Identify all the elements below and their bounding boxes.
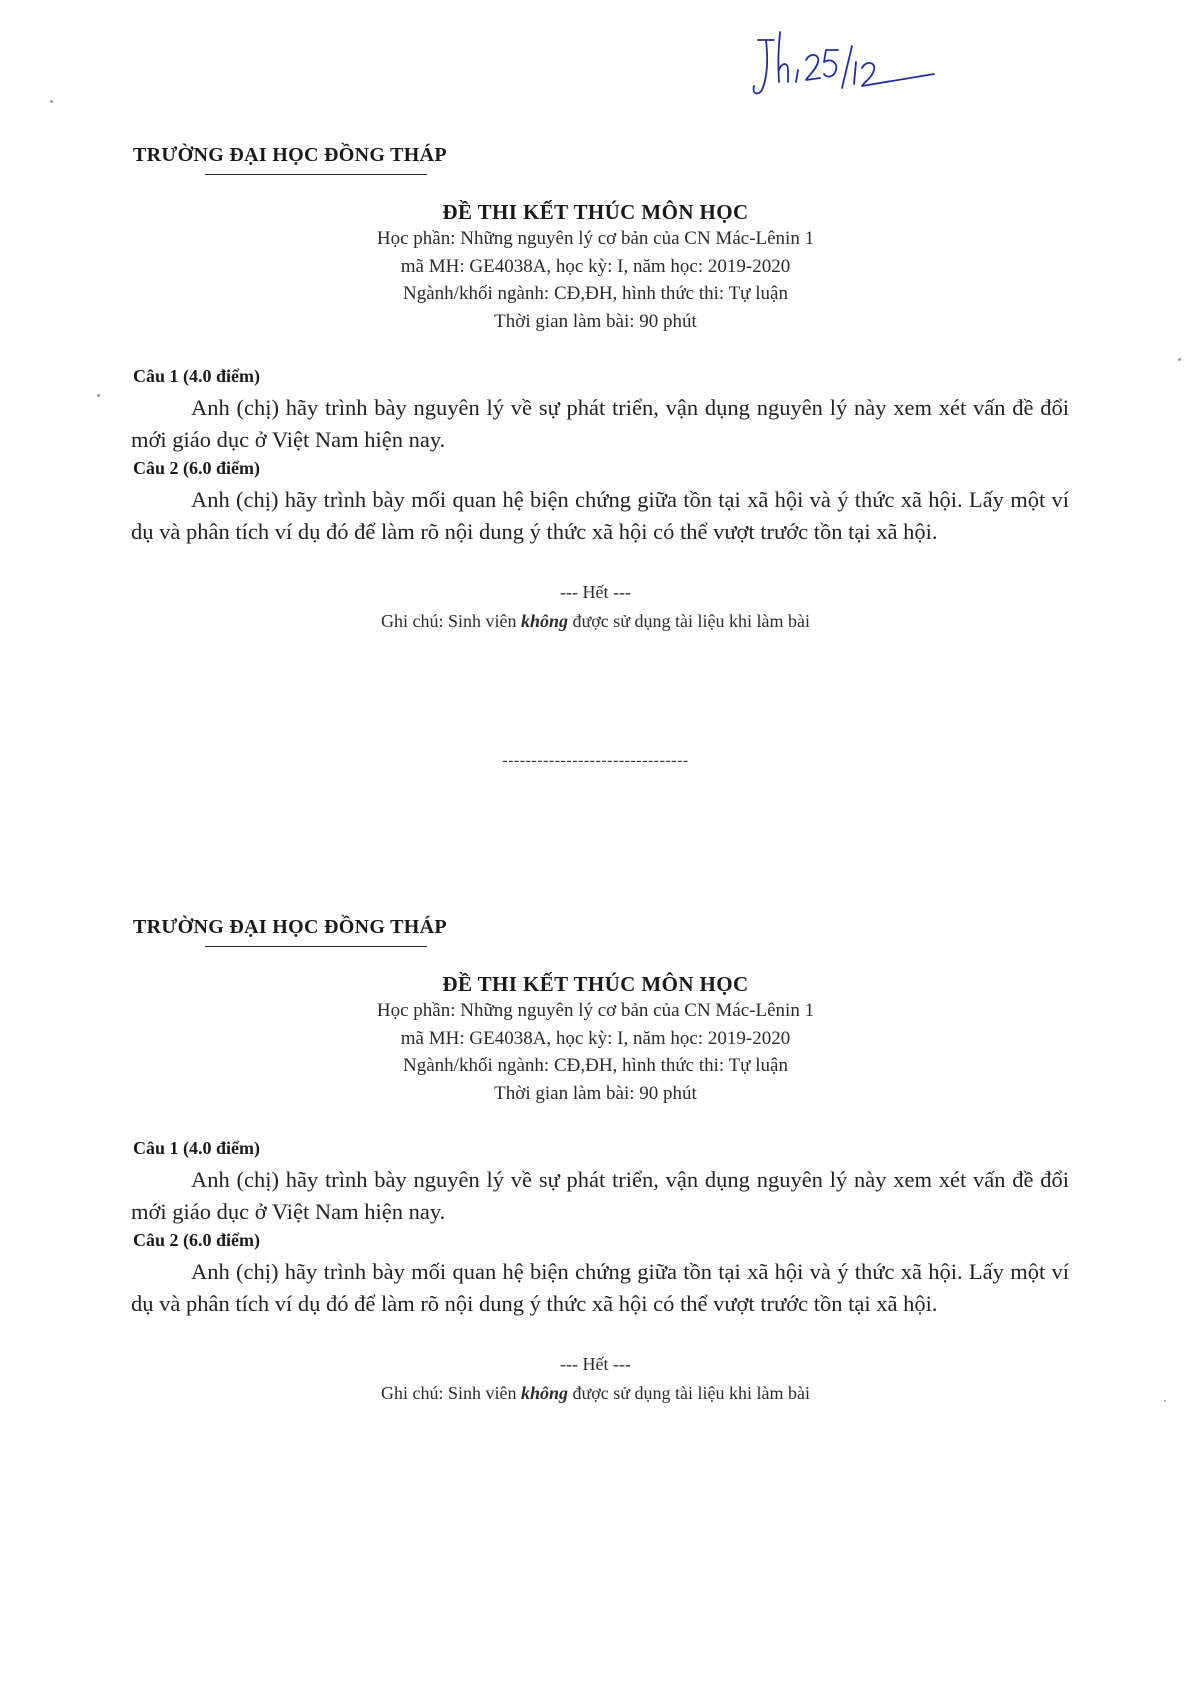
question-2-text: Anh (chị) hãy trình bày mối quan hệ biện chứng giữa tồn tại xã hội và ý thức xã hội. Lấy một ví dụ và phân tích ví dụ đó để làm rõ nội dung ý thức xã hội có thể vượt trước tồn tại xã hội. <box>131 1259 1069 1316</box>
question-2-text: Anh (chị) hãy trình bày mối quan hệ biện chứng giữa tồn tại xã hội và ý thức xã hội. Lấy một ví dụ và phân tích ví dụ đó để làm rõ nội dung ý thức xã hội có thể vượt trước tồn tại xã hội. <box>131 487 1069 544</box>
note-suffix: được sử dụng tài liệu khi làm bài <box>568 1383 811 1403</box>
note-emphasis: không <box>520 611 569 631</box>
note-suffix: được sử dụng tài liệu khi làm bài <box>568 611 811 631</box>
school-underline <box>205 946 427 947</box>
time-line: Thời gian làm bài: 90 phút <box>494 311 697 332</box>
course-code-line: mã MH: GE4038A, học kỳ: I, năm học: 2019-2020 <box>400 1028 791 1049</box>
question-1-text: Anh (chị) hãy trình bày nguyên lý về sự phát triển, vận dụng nguyên lý này xem xét vấn đề đổi mới giáo dục ở Việt Nam hiện nay. <box>131 395 1069 452</box>
school-name: TRƯỜNG ĐẠI HỌC ĐỒNG THÁP <box>133 916 447 938</box>
note-prefix: Ghi chú: Sinh viên <box>380 611 521 631</box>
exam-title: ĐỀ THI KẾT THÚC MÔN HỌC <box>442 972 749 996</box>
end-mark: --- Hết --- <box>560 1354 631 1374</box>
question-2-label: Câu 2 (6.0 điểm) <box>133 458 260 478</box>
school-name: TRƯỜNG ĐẠI HỌC ĐỒNG THÁP <box>133 144 447 166</box>
note-prefix: Ghi chú: Sinh viên <box>380 1383 521 1403</box>
note-emphasis: không <box>520 1383 569 1403</box>
major-line: Ngành/khối ngành: CĐ,ĐH, hình thức thi: Tự luận <box>403 283 788 304</box>
scan-speck <box>50 100 53 103</box>
scan-speck <box>1164 1400 1166 1402</box>
time-line: Thời gian làm bài: 90 phút <box>494 1083 697 1104</box>
course-line: Học phần: Những nguyên lý cơ bản của CN Mác-Lênin 1 <box>376 228 815 249</box>
major-line: Ngành/khối ngành: CĐ,ĐH, hình thức thi: Tự luận <box>403 1055 788 1076</box>
exam-note <box>0 1383 1191 1404</box>
scan-speck <box>97 394 100 397</box>
scan-speck <box>1178 358 1181 361</box>
section-separator: -------------------------------- <box>502 752 689 769</box>
exam-note <box>0 611 1191 632</box>
course-line: Học phần: Những nguyên lý cơ bản của CN Mác-Lênin 1 <box>376 1000 815 1021</box>
school-underline <box>205 174 427 175</box>
course-code-line: mã MH: GE4038A, học kỳ: I, năm học: 2019-2020 <box>400 256 791 277</box>
question-2-label: Câu 2 (6.0 điểm) <box>133 1230 260 1250</box>
exam-title: ĐỀ THI KẾT THÚC MÔN HỌC <box>442 200 749 224</box>
handwritten-signature <box>748 18 938 98</box>
question-1-label: Câu 1 (4.0 điểm) <box>133 1138 260 1158</box>
question-1-label: Câu 1 (4.0 điểm) <box>133 366 260 386</box>
question-1-text: Anh (chị) hãy trình bày nguyên lý về sự phát triển, vận dụng nguyên lý này xem xét vấn đề đổi mới giáo dục ở Việt Nam hiện nay. <box>131 1167 1069 1224</box>
end-mark: --- Hết --- <box>560 582 631 602</box>
